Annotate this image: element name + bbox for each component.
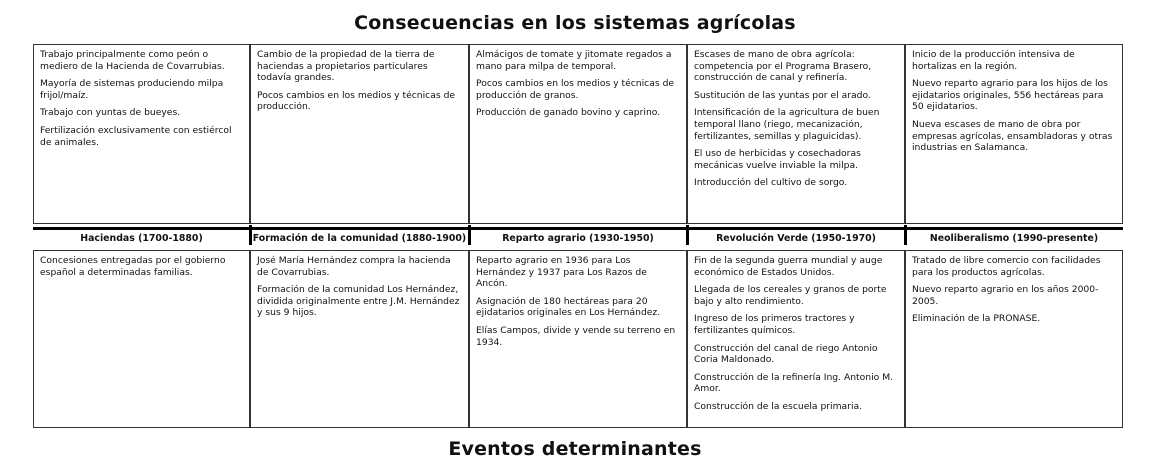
period-label-4: Revolución Verde (1950-1970)	[716, 233, 876, 244]
consequence-item: Escases de mano de obra agrícola: competencia por el Programa Brasero, construcción de canal y refinería.	[694, 49, 872, 84]
event-box-3	[469, 250, 687, 428]
consequence-item: Producción de ganado bovino y caprino.	[476, 107, 661, 119]
event-box-5	[905, 250, 1123, 428]
event-item: Fin de la segunda guerra mundial y auge económico de Estados Unidos.	[694, 255, 883, 278]
consequence-item: Pocos cambios en los medios y técnicas de producción de granos.	[476, 78, 675, 101]
event-item: Construcción del canal de riego Antonio Coria Maldonado.	[694, 342, 878, 366]
consequence-item: El uso de herbicidas y cosechadoras mecánicas vuelve inviable la milpa.	[694, 148, 861, 171]
consequence-item: Almácigos de tomate y jitomate regados a mano para milpa de temporal.	[476, 49, 672, 72]
event-item: Llegada de los cereales y granos de porte bajo y alto rendimiento.	[694, 284, 887, 307]
event-box-4	[687, 250, 905, 428]
event-box-1	[33, 250, 250, 428]
consequence-box-1	[33, 44, 250, 224]
consequence-item: Nueva escases de mano de obra por empresas agrícolas, ensambladoras y otras industrias en Salamanca.	[912, 118, 1113, 154]
event-item: Elías Campos, divide y vende su terreno en 1934.	[476, 324, 676, 348]
event-item: Reparto agrario en 1936 para Los Hernández y 1937 para Los Razos de Ancón.	[476, 255, 647, 290]
period-label-3: Reparto agrario (1930-1950)	[502, 233, 654, 244]
events-title: Eventos determinantes	[448, 438, 702, 460]
event-item: Construcción de la refinería Ing. Antonio M. Amor.	[694, 371, 894, 395]
event-item: Formación de la comunidad Los Hernández, dividida originalmente entre J.M. Hernández y sus 9 hijos.	[257, 284, 460, 319]
event-item: Concesiones entregadas por el gobierno español a determinadas familias.	[40, 255, 226, 278]
event-item: Tratado de libre comercio con facilidades para los productos agrícolas.	[912, 255, 1101, 278]
event-item: Asignación de 180 hectáreas para 20 ejidatarios originales en Los Hernández.	[476, 295, 661, 319]
event-item: Nuevo reparto agrario en los años 2000-2005.	[912, 284, 1099, 307]
consequence-item: Mayoría de sistemas produciendo milpa frijol/maíz.	[40, 78, 224, 101]
consequence-box-5	[905, 44, 1123, 224]
period-label-5: Neoliberalismo (1990-presente)	[929, 233, 1099, 244]
period-label-2: Formación de la comunidad (1880-1900)	[252, 233, 467, 244]
event-box-2	[250, 250, 469, 428]
period-label-1: Haciendas (1700-1880)	[80, 233, 203, 244]
consequence-item: Cambio de la propiedad de la tierra de haciendas a propietarios particulares todavía grandes.	[257, 49, 435, 84]
consequence-item: Inicio de la producción intensiva de hortalizas en la región.	[912, 49, 1075, 72]
consequence-item: Nuevo reparto agrario para los hijos de los ejidatarios originales, 556 hectáreas para 50 ejidatarios.	[912, 78, 1108, 113]
consequence-item: Pocos cambios en los medios y técnicas de producción.	[257, 89, 456, 113]
event-item: Ingreso de los primeros tractores y fertilizantes químicos.	[694, 313, 855, 336]
event-item: Construcción de la escuela primaria.	[694, 400, 863, 412]
consequence-item: Introducción del cultivo de sorgo.	[694, 177, 848, 189]
consequence-box-2	[250, 44, 469, 224]
event-item: Eliminación de la PRONASE.	[912, 313, 1041, 325]
consequences-row	[33, 44, 1123, 224]
event-item: José María Hernández compra la hacienda de Covarrubias.	[257, 255, 451, 278]
consequences-title: Consecuencias en los sistemas agrícolas	[354, 12, 796, 34]
events-row	[33, 250, 1123, 428]
timeline-divider	[33, 227, 1123, 230]
consequence-item: Trabajo con yuntas de bueyes.	[40, 107, 181, 119]
consequence-item: Intensificación de la agricultura de buen temporal llano (riego, mecanización, fertilizantes, semillas y plaguicidas).	[694, 107, 880, 142]
consequence-item: Sustitución de las yuntas por el arado.	[694, 89, 871, 101]
consequence-item: Fertilización exclusivamente con estiércol de animales.	[40, 124, 232, 148]
consequence-item: Trabajo principalmente como peón o mediero de la Hacienda de Covarrubias.	[40, 49, 225, 72]
consequence-box-3	[469, 44, 687, 224]
consequence-box-4	[687, 44, 905, 224]
